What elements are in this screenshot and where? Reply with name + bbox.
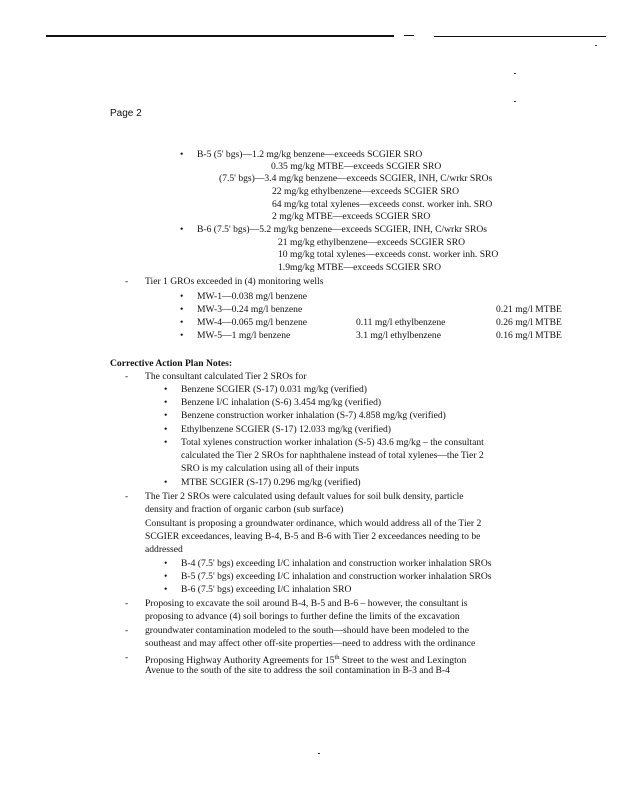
tier2-default-text: density and fraction of organic carbon (sub surface) — [145, 504, 344, 515]
cap-heading: Corrective Action Plan Notes: — [110, 358, 233, 369]
soil-result-line: 10 mg/kg total xylenes—exceeds const. worker inh. SRO — [278, 249, 499, 260]
tier2-item: • Ethylbenzene SCGIER (S-17) 12.033 mg/kg (verified) — [181, 424, 391, 436]
well-ethylbenzene: 3.1 mg/l ethylbenzene — [356, 330, 441, 341]
well-row: • MW-4—0.065 mg/l benzene — [197, 317, 307, 329]
ordinance-text: addressed — [145, 544, 183, 555]
soil-result-line: 1.9mg/kg MTBE—exceeds SCGIER SRO — [278, 262, 442, 273]
well-row: • MW-1—0.038 mg/l benzene — [197, 291, 307, 303]
soil-result-line: 22 mg/kg ethylbenzene—exceeds SCGIER SRO — [272, 186, 460, 197]
well-mtbe: 0.16 mg/l MTBE — [496, 330, 562, 341]
soil-result-line: 2 mg/kg MTBE—exceeds SCGIER SRO — [272, 211, 431, 222]
soil-result-line: (7.5' bgs)—3.4 mg/kg benzene—exceeds SCGIER, INH, C/wrkr SROs — [219, 173, 493, 184]
tier2-item: • Total xylenes construction worker inhalation (S-5) 43.6 mg/kg – the consultant — [181, 437, 484, 449]
tier1-heading: - Tier 1 GROs exceeded in (4) monitoring wells — [145, 276, 323, 288]
soil-result-line: • B-5 (5' bgs)—1.2 mg/kg benzene—exceeds SCGIER SRO — [197, 149, 422, 161]
tier2-item-cont: SRO is my calculation using all of their inputs — [181, 463, 359, 474]
highway-text: Proposing Highway Authority Agreements for 15 — [145, 655, 335, 667]
exceedance-item: • B-6 (7.5' bgs) exceeding I/C inhalation SRO — [181, 584, 351, 596]
header-rule — [46, 35, 394, 37]
groundwater-note: southeast and may affect other off-site properties—need to address with the ordinance — [145, 638, 476, 649]
well-ethylbenzene: 0.11 mg/l ethylbenzene — [356, 317, 446, 328]
well-mtbe: 0.21 mg/l MTBE — [496, 304, 562, 315]
highway-note: Avenue to the south of the site to address the soil contamination in B-3 and B-4 — [145, 665, 450, 676]
excavation-note: proposing to advance (4) soil borings to further define the limits of the excavation — [145, 611, 460, 622]
tier2-item: • Benzene construction worker inhalation (S-7) 4.858 mg/kg (verified) — [181, 410, 446, 422]
soil-result-line: 64 mg/kg total xylenes—exceeds const. worker inh. SRO — [272, 199, 493, 210]
groundwater-note: - groundwater contamination modeled to the south—should have been modeled to the — [145, 625, 469, 637]
header-rule-fragment — [404, 35, 414, 36]
soil-result-line: 0.35 mg/kg MTBE—exceeds SCGIER SRO — [271, 161, 442, 172]
soil-result-line: 21 mg/kg ethylbenzene—exceeds SCGIER SRO — [278, 237, 466, 248]
tier2-item: • Benzene I/C inhalation (S-6) 3.454 mg/kg (verified) — [181, 397, 381, 409]
scan-speck — [514, 101, 516, 102]
ordinance-text: Consultant is proposing a groundwater ordinance, which would address all of the Tier 2 — [145, 518, 482, 529]
scan-speck — [514, 73, 516, 74]
tier2-default-text: - The Tier 2 SROs were calculated using default values for soil bulk density, particle — [145, 491, 464, 503]
tier2-item: • Benzene SCGIER (S-17) 0.031 mg/kg (verified) — [181, 384, 367, 396]
well-mtbe: 0.26 mg/l MTBE — [496, 317, 562, 328]
page-number: Page 2 — [110, 108, 142, 119]
header-rule-right — [434, 36, 606, 37]
scan-speck — [595, 45, 597, 46]
well-row: • MW-3—0.24 mg/l benzene — [197, 304, 302, 316]
exceedance-item: • B-5 (7.5' bgs) exceeding I/C inhalation and construction worker inhalation SROs — [181, 571, 492, 583]
ordinance-text: SCGIER exceedances, leaving B-4, B-5 and B-6 with Tier 2 exceedances needing to be — [145, 531, 481, 542]
scan-speck — [318, 753, 320, 754]
excavation-note: - Proposing to excavate the soil around B-4, B-5 and B-6 – however, the consultant is — [145, 598, 468, 610]
soil-result-line: • B-6 (7.5' bgs)—5.2 mg/kg benzene—exceeds SCGIER, INH, C/wrkr SROs — [197, 224, 487, 236]
tier2-item: • MTBE SCGIER (S-17) 0.296 mg/kg (verified) — [181, 477, 361, 489]
tier2-item-cont: calculated the Tier 2 SROs for naphthalene instead of total xylenes—the Tier 2 — [181, 450, 484, 461]
consultant-calc: - The consultant calculated Tier 2 SROs for — [145, 371, 306, 383]
well-row: • MW-5—1 mg/l benzene — [197, 330, 290, 342]
exceedance-item: • B-4 (7.5' bgs) exceeding I/C inhalation and construction worker inhalation SROs — [181, 558, 492, 570]
highway-text: Street to the west and Lexington — [339, 655, 467, 667]
ordinal-suffix: th — [334, 654, 340, 661]
